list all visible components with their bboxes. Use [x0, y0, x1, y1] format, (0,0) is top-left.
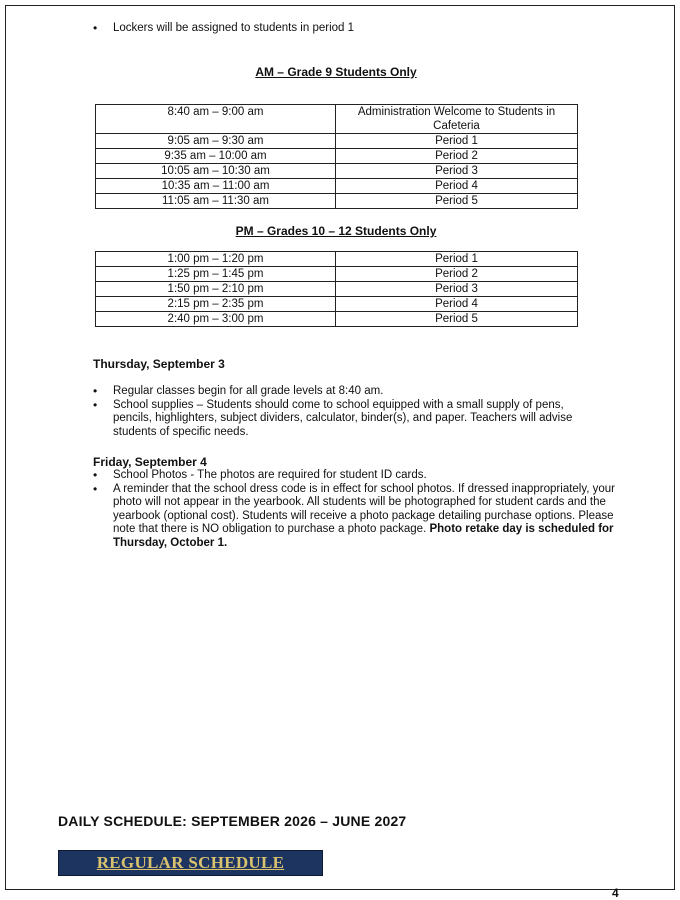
table-row [96, 297, 578, 312]
activity-cell: Period 1 [336, 134, 578, 149]
time-cell: 1:25 pm – 1:45 pm [96, 267, 336, 282]
list-item: • Regular classes begin for all grade levels at 8:40 am. [93, 385, 603, 399]
table-row [96, 179, 578, 194]
activity-cell: Period 3 [336, 282, 578, 297]
activity-cell: Period 2 [336, 267, 578, 282]
table-row [96, 194, 578, 209]
activity-cell: Period 1 [336, 252, 578, 267]
time-cell: 10:05 am – 10:30 am [96, 164, 336, 179]
friday-bullet-list [93, 469, 618, 550]
page-number: 4 [612, 886, 619, 900]
time-cell: 10:35 am – 11:00 am [96, 179, 336, 194]
list-item: • School supplies – Students should come to school equipped with a small supply of pens, pencils, highlighters, subject dividers, calculator, binder(s), and paper. Teachers will advise students of specific needs. [93, 399, 603, 440]
list-item [93, 483, 618, 551]
regular-schedule-label: REGULAR SCHEDULE [96, 853, 285, 872]
am-schedule-table [95, 104, 578, 209]
activity-cell: Period 2 [336, 149, 578, 164]
table-row [96, 267, 578, 282]
daily-schedule-heading: DAILY SCHEDULE: SEPTEMBER 2026 – JUNE 2027 [58, 813, 407, 829]
time-cell: 2:15 pm – 2:35 pm [96, 297, 336, 312]
table-row [96, 164, 578, 179]
am-schedule-title: AM – Grade 9 Students Only [255, 65, 417, 79]
list-item: • School Photos - The photos are required for student ID cards. [93, 469, 618, 483]
activity-cell: Administration Welcome to Students in Cafeteria [336, 105, 578, 134]
dress-code-text: A reminder that the school dress code is in effect for school photos. If dressed inappropriately, your photo will not appear in the yearbook. All students will be photographed for student cards and the yearbook (optional cost). Students will receive a photo package detailing purchase options. Please note that there is NO obligation to purchase a photo package. [113, 482, 616, 535]
pm-schedule-title: PM – Grades 10 – 12 Students Only [235, 224, 437, 238]
table-row [96, 134, 578, 149]
thursday-heading: Thursday, September 3 [93, 357, 225, 371]
time-cell: 1:50 pm – 2:10 pm [96, 282, 336, 297]
list-item: • Lockers will be assigned to students in period 1 [93, 22, 603, 36]
time-cell: 11:05 am – 11:30 am [96, 194, 336, 209]
time-cell: 2:40 pm – 3:00 pm [96, 312, 336, 327]
activity-cell: Period 5 [336, 194, 578, 209]
activity-cell: Period 4 [336, 297, 578, 312]
table-row [96, 149, 578, 164]
intro-bullet-list [93, 22, 603, 36]
time-cell: 1:00 pm – 1:20 pm [96, 252, 336, 267]
time-cell: 9:05 am – 9:30 am [96, 134, 336, 149]
activity-cell: Period 5 [336, 312, 578, 327]
table-row [96, 282, 578, 297]
time-cell: 8:40 am – 9:00 am [96, 105, 336, 134]
thursday-bullet-list [93, 385, 603, 439]
friday-heading: Friday, September 4 [93, 455, 207, 469]
table-row [96, 312, 578, 327]
photo-retake-notice: Photo retake day is scheduled for Thursday, October 1. [113, 523, 614, 549]
pm-schedule-table [95, 251, 578, 327]
activity-cell: Period 4 [336, 179, 578, 194]
table-row [96, 252, 578, 267]
activity-cell: Period 3 [336, 164, 578, 179]
time-cell: 9:35 am – 10:00 am [96, 149, 336, 164]
regular-schedule-banner [58, 850, 323, 876]
table-row [96, 105, 578, 134]
